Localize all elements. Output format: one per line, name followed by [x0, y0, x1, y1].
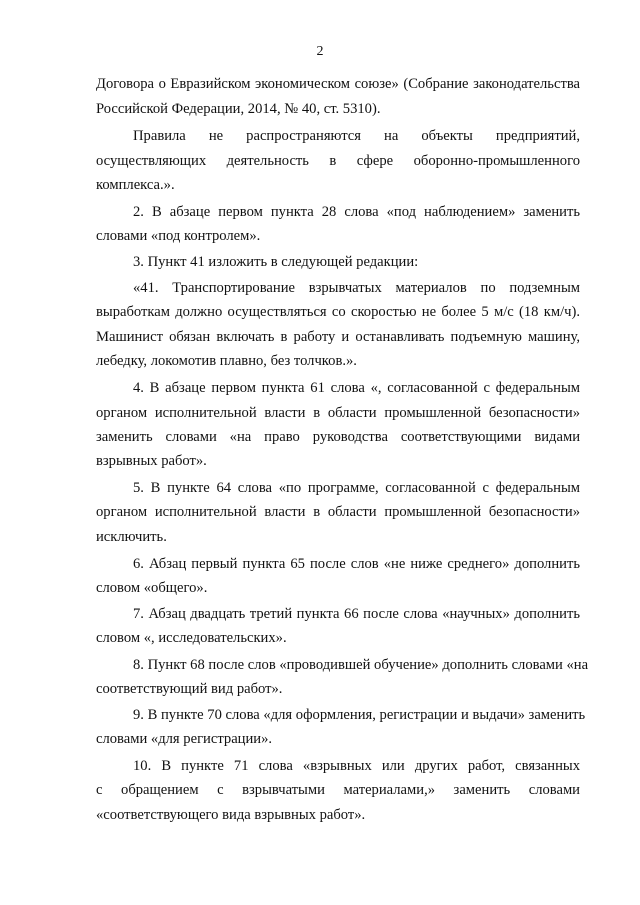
text-line: 3. Пункт 41 изложить в следующей редакции: [133, 254, 419, 270]
text-line: словом «, исследовательских». [96, 630, 287, 646]
text-line: взрывных работ». [96, 453, 207, 469]
text-line: соответствующий вид работ». [96, 681, 283, 697]
text-line: 9. В пункте 70 слова «для оформления, регистрации и выдачи» заменить [133, 707, 586, 723]
text-line: выработкам должно осуществляться со скоростью не более 5 м/с (18 км/ч). [96, 304, 580, 320]
text-line: словами «для регистрации». [96, 731, 273, 747]
text-line: 7. Абзац двадцать третий пункта 66 после слова «научных» дополнить [133, 606, 580, 622]
text-line: 5. В пункте 64 слова «по программе, согласованной с федеральным [133, 480, 580, 496]
text-line: Договора о Евразийском экономическом союзе» (Собрание законодательства [96, 76, 580, 92]
text-line: 2. В абзаце первом пункта 28 слова «под наблюдением» заменить [133, 204, 580, 220]
text-line: осуществляющих деятельность в сфере оборонно-промышленного [96, 153, 580, 169]
text-line: Правила не распространяются на объекты предприятий, [133, 128, 580, 144]
text-line: 6. Абзац первый пункта 65 после слов «не ниже среднего» дополнить [133, 556, 580, 572]
text-line: Машинист обязан включать в работу и останавливать подъемную машину, [96, 329, 580, 345]
page-number: 2 [316, 44, 324, 59]
text-line: 10. В пункте 71 слова «взрывных или других работ, связанных [133, 758, 580, 774]
text-line: словом «общего». [96, 580, 208, 596]
text-line: словами «под контролем». [96, 228, 261, 244]
text-line: «соответствующего вида взрывных работ». [96, 807, 366, 823]
text-line: 8. Пункт 68 после слов «проводившей обучение» дополнить словами «на [133, 657, 589, 673]
text-line: «41. Транспортирование взрывчатых материалов по подземным [133, 280, 580, 296]
text-line: 4. В абзаце первом пункта 61 слова «, согласованной с федеральным [133, 380, 580, 396]
text-line: органом исполнительной власти в области промышленной безопасности» [96, 504, 580, 520]
text-line: лебедку, локомотив плавно, без толчков.». [96, 353, 357, 369]
text-line: исключить. [96, 529, 167, 545]
text-line: Российской Федерации, 2014, № 40, ст. 5310). [96, 101, 381, 117]
text-line: с обращением с взрывчатыми материалами,» заменить словами [96, 782, 580, 798]
text-line: заменить словами «на право руководства соответствующими видами [96, 429, 580, 445]
text-line: органом исполнительной власти в области промышленной безопасности» [96, 405, 580, 421]
text-line: комплекса.». [96, 177, 175, 193]
